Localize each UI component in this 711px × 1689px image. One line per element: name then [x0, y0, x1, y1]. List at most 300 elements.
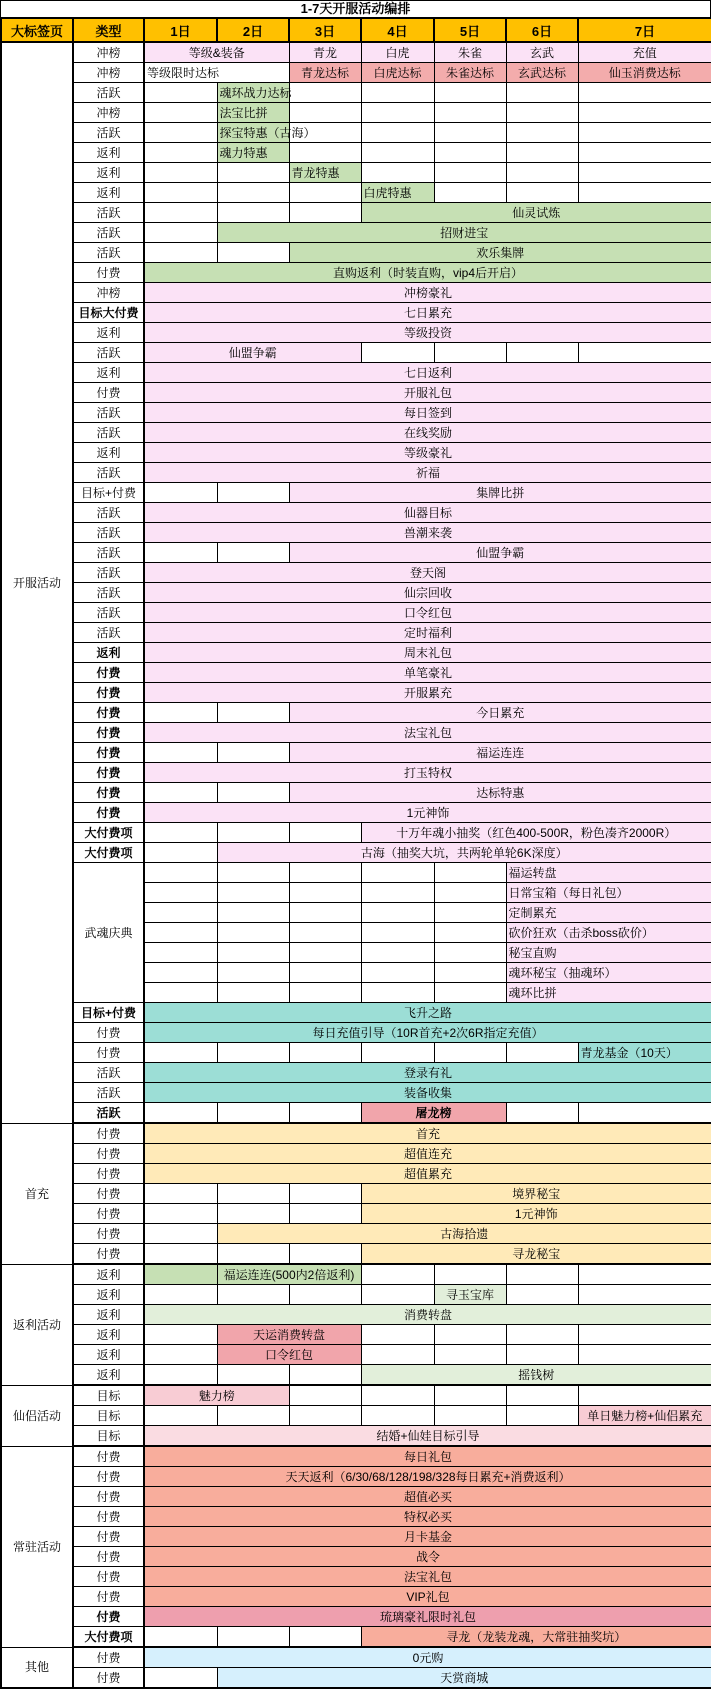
empty-cell[interactable] [144, 1224, 217, 1244]
type-cell[interactable]: 目标+付费 [73, 483, 144, 503]
empty-cell[interactable] [578, 1103, 711, 1124]
empty-cell[interactable] [506, 1385, 578, 1406]
activity-cell[interactable]: 兽潮来袭 [144, 523, 711, 543]
empty-cell[interactable] [217, 1043, 289, 1063]
type-cell[interactable]: 付费 [73, 263, 144, 283]
empty-cell[interactable] [506, 1406, 578, 1426]
empty-cell[interactable] [144, 243, 217, 263]
empty-cell[interactable] [289, 1285, 361, 1305]
empty-cell[interactable] [434, 123, 506, 143]
activity-cell[interactable]: 福运连连 [289, 743, 711, 763]
activity-cell[interactable]: 特权必买 [144, 1507, 711, 1527]
activity-cell[interactable]: 超值连充 [144, 1144, 711, 1164]
activity-cell[interactable]: VIP礼包 [144, 1587, 711, 1607]
type-cell[interactable]: 活跃 [73, 623, 144, 643]
type-cell[interactable]: 返利 [73, 1325, 144, 1345]
activity-cell[interactable]: 古海（抽奖大坑，共两轮单轮6K深度） [217, 843, 711, 863]
type-cell[interactable]: 返利 [73, 183, 144, 203]
activity-cell[interactable]: 招财进宝 [217, 223, 711, 243]
section-label[interactable]: 仙侣活动 [1, 1385, 73, 1446]
empty-cell[interactable] [434, 863, 506, 883]
type-cell[interactable]: 返利 [73, 643, 144, 663]
type-cell[interactable]: 活跃 [73, 543, 144, 563]
type-cell[interactable]: 付费 [73, 683, 144, 703]
empty-cell[interactable] [144, 1365, 217, 1386]
empty-cell[interactable] [506, 1285, 578, 1305]
empty-cell[interactable] [217, 943, 289, 963]
type-cell[interactable]: 返利 [73, 1285, 144, 1305]
type-cell[interactable]: 活跃 [73, 523, 144, 543]
empty-cell[interactable] [289, 1627, 361, 1648]
empty-cell[interactable] [434, 1264, 506, 1285]
empty-cell[interactable] [289, 1184, 361, 1204]
section-label[interactable]: 其他 [1, 1647, 73, 1688]
activity-cell[interactable]: 祈福 [144, 463, 711, 483]
activity-cell[interactable]: 魂环战力达标 [217, 83, 289, 103]
empty-cell[interactable] [144, 1204, 217, 1224]
activity-cell[interactable]: 寻龙（龙装龙魂，大常驻抽奖坑） [361, 1627, 711, 1648]
type-cell[interactable]: 付费 [73, 1567, 144, 1587]
empty-cell[interactable] [144, 863, 217, 883]
empty-cell[interactable] [144, 1668, 217, 1689]
empty-cell[interactable] [506, 143, 578, 163]
type-cell[interactable]: 付费 [73, 1043, 144, 1063]
type-cell[interactable]: 活跃 [73, 1063, 144, 1083]
empty-cell[interactable] [144, 823, 217, 843]
empty-cell[interactable] [144, 1285, 217, 1305]
empty-cell[interactable] [578, 123, 711, 143]
empty-cell[interactable] [289, 903, 361, 923]
type-cell[interactable]: 付费 [73, 763, 144, 783]
empty-cell[interactable] [578, 143, 711, 163]
section-label[interactable]: 返利活动 [1, 1264, 73, 1385]
activity-cell[interactable]: 玄武达标 [506, 63, 578, 83]
type-cell[interactable]: 返利 [73, 1365, 144, 1386]
type-cell[interactable]: 活跃 [73, 563, 144, 583]
activity-cell[interactable]: 定制累充 [506, 903, 711, 923]
type-cell[interactable]: 付费 [73, 1244, 144, 1265]
empty-cell[interactable] [289, 83, 361, 103]
empty-cell[interactable] [144, 1103, 217, 1124]
empty-cell[interactable] [361, 943, 434, 963]
empty-cell[interactable] [217, 923, 289, 943]
activity-cell[interactable]: 青龙基金（10天） [578, 1043, 711, 1063]
type-cell[interactable]: 冲榜 [73, 42, 144, 63]
activity-cell[interactable]: 福运连连(500内2倍返利) [217, 1264, 361, 1285]
empty-cell[interactable] [144, 183, 217, 203]
empty-cell[interactable] [217, 163, 289, 183]
empty-cell[interactable] [361, 1345, 434, 1365]
empty-cell[interactable] [144, 123, 217, 143]
type-cell[interactable]: 活跃 [73, 463, 144, 483]
type-cell[interactable]: 活跃 [73, 583, 144, 603]
empty-cell[interactable] [578, 83, 711, 103]
empty-cell[interactable] [434, 1043, 506, 1063]
empty-cell[interactable] [361, 1264, 434, 1285]
activity-cell[interactable]: 法宝比拼 [217, 103, 289, 123]
activity-cell[interactable]: 法宝礼包 [144, 1567, 711, 1587]
activity-cell[interactable]: 天运消费转盘 [217, 1325, 361, 1345]
activity-cell[interactable]: 境界秘宝 [361, 1184, 711, 1204]
activity-cell[interactable]: 魅力榜 [144, 1385, 289, 1406]
activity-cell[interactable]: 七日返利 [144, 363, 711, 383]
activity-cell[interactable]: 仙玉消费达标 [578, 63, 711, 83]
empty-cell[interactable] [506, 183, 578, 203]
activity-cell[interactable]: 福运转盘 [506, 863, 711, 883]
empty-cell[interactable] [289, 1365, 361, 1386]
column-header[interactable]: 7日 [578, 18, 711, 42]
activity-cell[interactable]: 寻玉宝库 [434, 1285, 506, 1305]
activity-cell[interactable]: 口令红包 [217, 1345, 361, 1365]
empty-cell[interactable] [144, 163, 217, 183]
activity-cell[interactable]: 0元购 [144, 1647, 711, 1668]
activity-cell[interactable]: 白虎特惠 [361, 183, 434, 203]
activity-cell[interactable]: 每日充值引导（10R首充+2次6R指定充值） [144, 1023, 711, 1043]
activity-cell[interactable]: 超值必买 [144, 1487, 711, 1507]
activity-cell[interactable]: 单日魅力榜+仙侣累充 [578, 1406, 711, 1426]
empty-cell[interactable] [578, 343, 711, 363]
type-cell[interactable]: 付费 [73, 1184, 144, 1204]
activity-cell[interactable]: 摇钱树 [361, 1365, 711, 1386]
activity-cell[interactable]: 开服累充 [144, 683, 711, 703]
empty-cell[interactable] [506, 1103, 578, 1124]
activity-cell[interactable]: 玄武 [506, 42, 578, 63]
activity-cell[interactable]: 周末礼包 [144, 643, 711, 663]
activity-cell[interactable]: 仙盟争霸 [144, 343, 361, 363]
empty-cell[interactable] [289, 1204, 361, 1224]
empty-cell[interactable] [506, 1264, 578, 1285]
empty-cell[interactable] [217, 1627, 289, 1648]
type-cell[interactable]: 付费 [73, 783, 144, 803]
activity-cell[interactable]: 魂力特惠 [217, 143, 289, 163]
column-header[interactable]: 4日 [361, 18, 434, 42]
empty-cell[interactable] [217, 863, 289, 883]
type-cell[interactable]: 付费 [73, 1144, 144, 1164]
empty-cell[interactable] [217, 1103, 289, 1124]
activity-cell[interactable]: 等级限时达标 [144, 63, 289, 83]
activity-cell[interactable]: 古海拾遗 [217, 1224, 711, 1244]
type-cell[interactable]: 活跃 [73, 603, 144, 623]
empty-cell[interactable] [289, 1244, 361, 1265]
type-cell[interactable]: 返利 [73, 323, 144, 343]
type-cell[interactable]: 付费 [73, 803, 144, 823]
type-cell[interactable]: 返利 [73, 1305, 144, 1325]
empty-cell[interactable] [144, 543, 217, 563]
activity-cell[interactable]: 冲榜豪礼 [144, 283, 711, 303]
empty-cell[interactable] [217, 1406, 289, 1426]
type-cell[interactable]: 目标 [73, 1406, 144, 1426]
empty-cell[interactable] [434, 143, 506, 163]
empty-cell[interactable] [361, 863, 434, 883]
empty-cell[interactable] [361, 1406, 434, 1426]
type-cell[interactable]: 付费 [73, 1547, 144, 1567]
empty-cell[interactable] [434, 903, 506, 923]
empty-cell[interactable] [144, 703, 217, 723]
empty-cell[interactable] [434, 163, 506, 183]
type-cell[interactable]: 付费 [73, 1023, 144, 1043]
empty-cell[interactable] [144, 1627, 217, 1648]
activity-cell[interactable]: 欢乐集牌 [289, 243, 711, 263]
type-cell[interactable]: 活跃 [73, 403, 144, 423]
empty-cell[interactable] [289, 923, 361, 943]
empty-cell[interactable] [361, 123, 434, 143]
empty-cell[interactable] [506, 103, 578, 123]
empty-cell[interactable] [217, 963, 289, 983]
empty-cell[interactable] [217, 1285, 289, 1305]
empty-cell[interactable] [289, 1043, 361, 1063]
empty-cell[interactable] [434, 1325, 506, 1345]
empty-cell[interactable] [434, 1406, 506, 1426]
empty-cell[interactable] [144, 1406, 217, 1426]
type-cell[interactable]: 付费 [73, 1224, 144, 1244]
empty-cell[interactable] [217, 1365, 289, 1386]
empty-cell[interactable] [289, 943, 361, 963]
activity-cell[interactable]: 1元神饰 [144, 803, 711, 823]
activity-cell[interactable]: 登天阁 [144, 563, 711, 583]
empty-cell[interactable] [144, 783, 217, 803]
empty-cell[interactable] [361, 1043, 434, 1063]
empty-cell[interactable] [217, 823, 289, 843]
activity-cell[interactable]: 魂环比拼 [506, 983, 711, 1003]
empty-cell[interactable] [144, 223, 217, 243]
empty-cell[interactable] [289, 103, 361, 123]
type-cell[interactable]: 大付费项 [73, 843, 144, 863]
empty-cell[interactable] [361, 1325, 434, 1345]
type-cell[interactable]: 返利 [73, 1345, 144, 1365]
column-header[interactable]: 6日 [506, 18, 578, 42]
activity-cell[interactable]: 定时福利 [144, 623, 711, 643]
activity-cell[interactable]: 等级豪礼 [144, 443, 711, 463]
type-cell[interactable]: 目标大付费 [73, 303, 144, 323]
activity-cell[interactable]: 今日累充 [289, 703, 711, 723]
empty-cell[interactable] [217, 1184, 289, 1204]
type-cell[interactable]: 付费 [73, 1123, 144, 1144]
empty-cell[interactable] [144, 203, 217, 223]
empty-cell[interactable] [144, 83, 217, 103]
column-header[interactable]: 5日 [434, 18, 506, 42]
empty-cell[interactable] [434, 103, 506, 123]
section-label[interactable]: 常驻活动 [1, 1446, 73, 1647]
type-cell[interactable]: 大付费项 [73, 1627, 144, 1648]
empty-cell[interactable] [578, 163, 711, 183]
type-group-cell[interactable]: 武魂庆典 [73, 863, 144, 1003]
type-cell[interactable]: 付费 [73, 1204, 144, 1224]
empty-cell[interactable] [144, 1043, 217, 1063]
empty-cell[interactable] [578, 1385, 711, 1406]
type-cell[interactable]: 付费 [73, 703, 144, 723]
empty-cell[interactable] [144, 963, 217, 983]
empty-cell[interactable] [434, 343, 506, 363]
activity-cell[interactable]: 秘宝直购 [506, 943, 711, 963]
empty-cell[interactable] [217, 743, 289, 763]
empty-cell[interactable] [578, 1345, 711, 1365]
empty-cell[interactable] [217, 983, 289, 1003]
activity-cell[interactable]: 天天返利（6/30/68/128/198/328每日累充+消费返利） [144, 1467, 711, 1487]
type-cell[interactable]: 目标+付费 [73, 1003, 144, 1023]
activity-cell[interactable]: 结婚+仙娃目标引导 [144, 1426, 711, 1447]
empty-cell[interactable] [217, 543, 289, 563]
empty-cell[interactable] [289, 183, 361, 203]
activity-cell[interactable]: 集牌比拼 [289, 483, 711, 503]
activity-cell[interactable]: 在线奖励 [144, 423, 711, 443]
type-cell[interactable]: 付费 [73, 1647, 144, 1668]
activity-cell[interactable]: 天赏商城 [217, 1668, 711, 1689]
empty-cell[interactable] [144, 923, 217, 943]
activity-cell[interactable]: 青龙达标 [289, 63, 361, 83]
activity-cell[interactable]: 首充 [144, 1123, 711, 1144]
empty-cell[interactable] [434, 1385, 506, 1406]
activity-cell[interactable]: 等级投资 [144, 323, 711, 343]
empty-cell[interactable] [361, 83, 434, 103]
column-header[interactable]: 类型 [73, 18, 144, 42]
empty-cell[interactable] [217, 1204, 289, 1224]
type-cell[interactable]: 付费 [73, 1527, 144, 1547]
empty-cell[interactable] [361, 143, 434, 163]
type-cell[interactable]: 活跃 [73, 203, 144, 223]
empty-cell[interactable] [289, 963, 361, 983]
empty-cell[interactable] [434, 923, 506, 943]
empty-cell[interactable] [144, 1264, 217, 1285]
activity-cell[interactable]: 青龙特惠 [289, 163, 361, 183]
empty-cell[interactable] [578, 183, 711, 203]
activity-cell[interactable]: 战令 [144, 1547, 711, 1567]
column-header[interactable]: 1日 [144, 18, 217, 42]
empty-cell[interactable] [217, 703, 289, 723]
type-cell[interactable]: 付费 [73, 663, 144, 683]
empty-cell[interactable] [289, 883, 361, 903]
empty-cell[interactable] [578, 1325, 711, 1345]
activity-cell[interactable]: 探宝特惠（古海） [217, 123, 289, 143]
activity-cell[interactable]: 超值累充 [144, 1164, 711, 1184]
empty-cell[interactable] [361, 963, 434, 983]
empty-cell[interactable] [361, 343, 434, 363]
empty-cell[interactable] [289, 983, 361, 1003]
column-header[interactable]: 大标签页 [1, 18, 73, 42]
activity-cell[interactable]: 开服礼包 [144, 383, 711, 403]
empty-cell[interactable] [506, 1325, 578, 1345]
activity-cell[interactable]: 打玉特权 [144, 763, 711, 783]
empty-cell[interactable] [506, 1345, 578, 1365]
empty-cell[interactable] [217, 903, 289, 923]
activity-cell[interactable]: 十万年魂小抽奖（红色400-500R，粉色凑齐2000R） [361, 823, 711, 843]
empty-cell[interactable] [289, 863, 361, 883]
empty-cell[interactable] [144, 903, 217, 923]
empty-cell[interactable] [361, 883, 434, 903]
activity-cell[interactable]: 充值 [578, 42, 711, 63]
empty-cell[interactable] [289, 203, 361, 223]
activity-cell[interactable]: 月卡基金 [144, 1527, 711, 1547]
type-cell[interactable]: 返利 [73, 363, 144, 383]
empty-cell[interactable] [144, 103, 217, 123]
empty-cell[interactable] [434, 83, 506, 103]
activity-cell[interactable]: 仙器目标 [144, 503, 711, 523]
type-cell[interactable]: 活跃 [73, 423, 144, 443]
empty-cell[interactable] [289, 1385, 361, 1406]
activity-cell[interactable]: 琉璃豪礼限时礼包 [144, 1607, 711, 1627]
type-cell[interactable]: 付费 [73, 1467, 144, 1487]
empty-cell[interactable] [289, 823, 361, 843]
type-cell[interactable]: 活跃 [73, 343, 144, 363]
activity-cell[interactable]: 1元神饰 [361, 1204, 711, 1224]
empty-cell[interactable] [144, 1325, 217, 1345]
empty-cell[interactable] [434, 1345, 506, 1365]
type-cell[interactable]: 付费 [73, 723, 144, 743]
type-cell[interactable]: 活跃 [73, 123, 144, 143]
activity-cell[interactable]: 青龙 [289, 42, 361, 63]
empty-cell[interactable] [217, 183, 289, 203]
activity-cell[interactable]: 法宝礼包 [144, 723, 711, 743]
empty-cell[interactable] [361, 1285, 434, 1305]
empty-cell[interactable] [506, 343, 578, 363]
type-cell[interactable]: 冲榜 [73, 103, 144, 123]
empty-cell[interactable] [144, 743, 217, 763]
type-cell[interactable]: 付费 [73, 383, 144, 403]
activity-cell[interactable]: 仙盟争霸 [289, 543, 711, 563]
activity-cell[interactable]: 消费转盘 [144, 1305, 711, 1325]
empty-cell[interactable] [217, 783, 289, 803]
activity-cell[interactable]: 白虎达标 [361, 63, 434, 83]
activity-cell[interactable]: 登录有礼 [144, 1063, 711, 1083]
activity-cell[interactable]: 装备收集 [144, 1083, 711, 1103]
empty-cell[interactable] [144, 483, 217, 503]
empty-cell[interactable] [578, 1285, 711, 1305]
activity-cell[interactable]: 白虎 [361, 42, 434, 63]
empty-cell[interactable] [434, 883, 506, 903]
empty-cell[interactable] [361, 103, 434, 123]
type-cell[interactable]: 返利 [73, 163, 144, 183]
type-cell[interactable]: 活跃 [73, 83, 144, 103]
type-cell[interactable]: 目标 [73, 1426, 144, 1447]
empty-cell[interactable] [144, 983, 217, 1003]
type-cell[interactable]: 返利 [73, 143, 144, 163]
type-cell[interactable]: 付费 [73, 1587, 144, 1607]
empty-cell[interactable] [434, 983, 506, 1003]
empty-cell[interactable] [217, 483, 289, 503]
type-cell[interactable]: 大付费项 [73, 823, 144, 843]
activity-cell[interactable]: 每日礼包 [144, 1446, 711, 1467]
type-cell[interactable]: 付费 [73, 1164, 144, 1184]
empty-cell[interactable] [289, 1406, 361, 1426]
empty-cell[interactable] [144, 143, 217, 163]
empty-cell[interactable] [578, 103, 711, 123]
activity-cell[interactable]: 达标特惠 [289, 783, 711, 803]
empty-cell[interactable] [506, 163, 578, 183]
empty-cell[interactable] [217, 883, 289, 903]
type-cell[interactable]: 活跃 [73, 1103, 144, 1124]
empty-cell[interactable] [361, 983, 434, 1003]
empty-cell[interactable] [144, 1184, 217, 1204]
empty-cell[interactable] [144, 1345, 217, 1365]
type-cell[interactable]: 付费 [73, 1487, 144, 1507]
type-cell[interactable]: 付费 [73, 1507, 144, 1527]
activity-cell[interactable]: 砍价狂欢（击杀boss砍价） [506, 923, 711, 943]
empty-cell[interactable] [506, 123, 578, 143]
empty-cell[interactable] [506, 83, 578, 103]
activity-cell[interactable]: 口令红包 [144, 603, 711, 623]
section-label[interactable]: 首充 [1, 1123, 73, 1264]
activity-cell[interactable]: 仙灵试炼 [361, 203, 711, 223]
activity-cell[interactable]: 魂环秘宝（抽魂环） [506, 963, 711, 983]
type-cell[interactable]: 冲榜 [73, 63, 144, 83]
empty-cell[interactable] [289, 1103, 361, 1124]
type-cell[interactable]: 活跃 [73, 243, 144, 263]
empty-cell[interactable] [361, 923, 434, 943]
type-cell[interactable]: 返利 [73, 443, 144, 463]
activity-cell[interactable]: 朱雀达标 [434, 63, 506, 83]
activity-cell[interactable]: 屠龙榜 [361, 1103, 506, 1124]
type-cell[interactable]: 活跃 [73, 223, 144, 243]
activity-cell[interactable]: 等级&装备 [144, 42, 289, 63]
